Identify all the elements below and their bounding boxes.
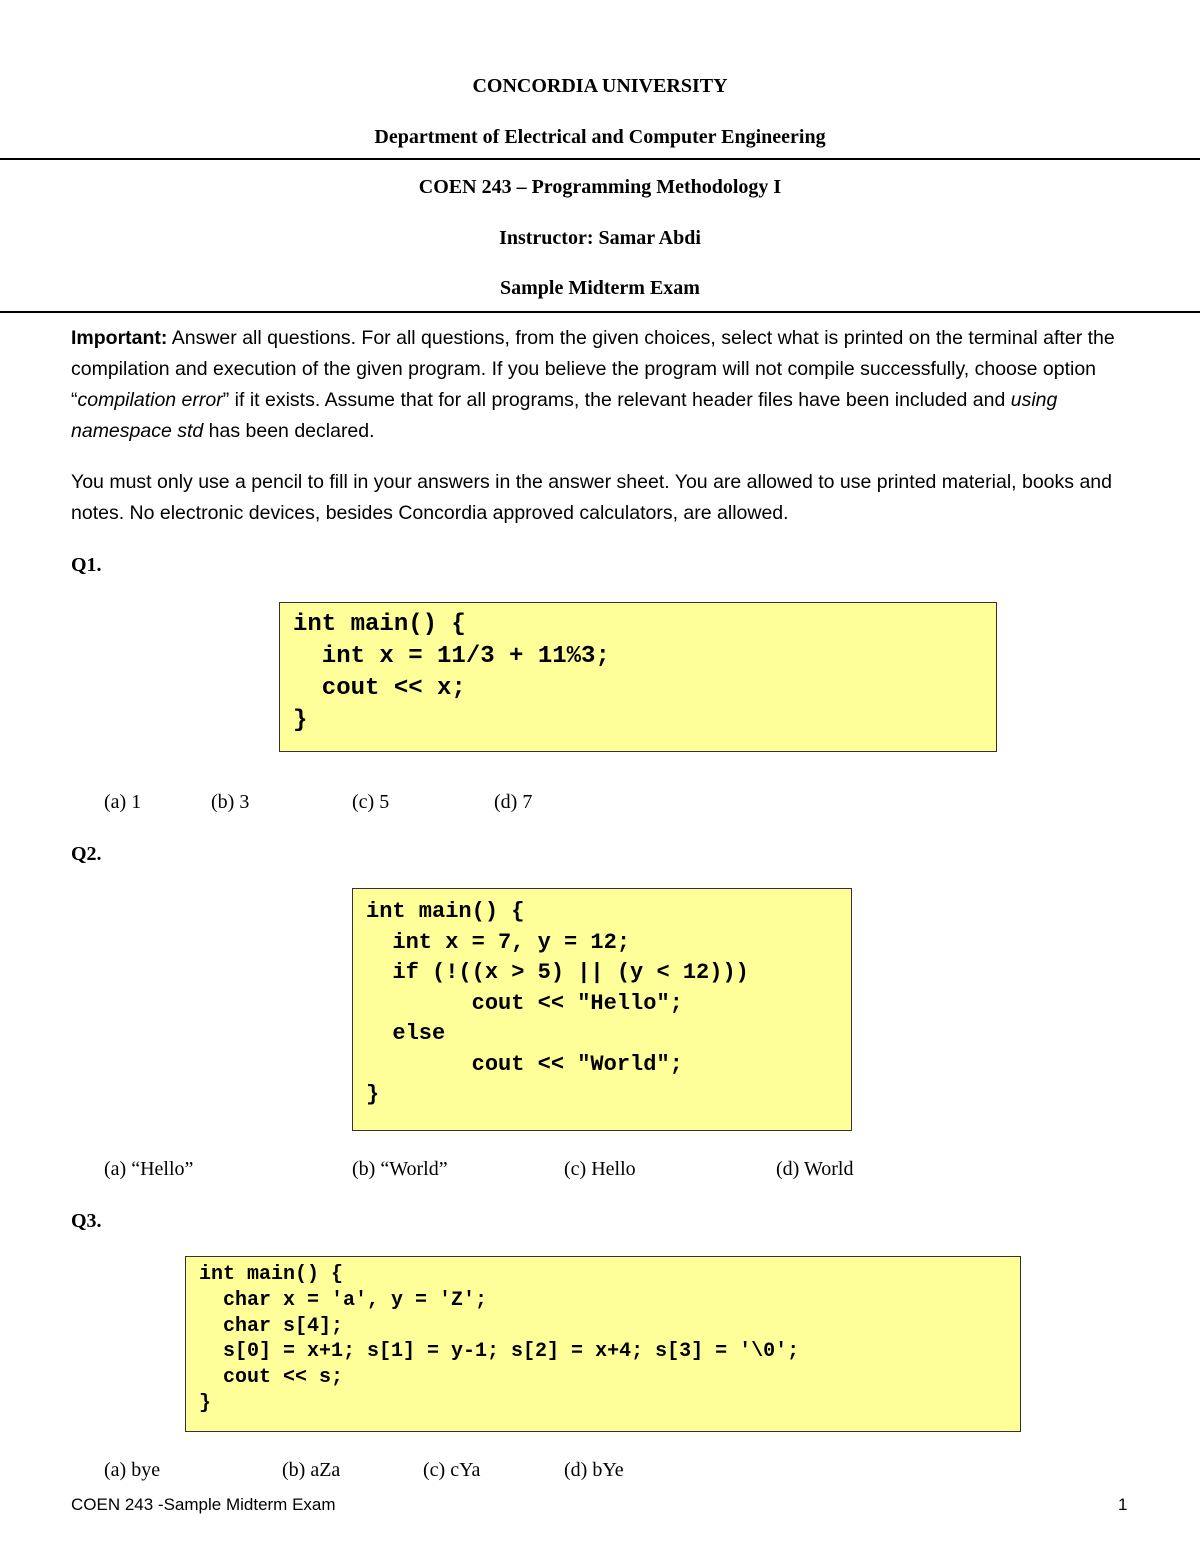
code-block-q2: int main() { int x = 7, y = 12; if (!((x > 5) || (y < 12))) cout << "Hello"; else cout << "World"; } bbox=[352, 888, 852, 1131]
option-c-q2[interactable]: (c) Hello bbox=[564, 1158, 636, 1180]
instructor-name: Instructor: Samar Abdi bbox=[499, 227, 701, 249]
instructions-text-1: Answer all questions. For all questions, from the given choices, select what is printed on the terminal after the compilation and execution of the given program. If you believe the program will not compile successfully, choose option “ bbox=[71, 327, 1115, 411]
instructions-italic-2: using namespace std bbox=[71, 389, 1058, 442]
option-d-q1[interactable]: (d) 7 bbox=[494, 791, 533, 813]
instructions-text-2: ” if it exists. Assume that for all programs, the relevant header files have been included and bbox=[222, 389, 1011, 411]
option-b-q3[interactable]: (b) aZa bbox=[282, 1459, 341, 1481]
option-a-q1[interactable]: (a) 1 bbox=[104, 791, 142, 813]
code-block-q3: int main() { char x = 'a', y = 'Z'; char s[4]; s[0] = x+1; s[1] = y-1; s[2] = x+4; s[3] = '\0'; cout << s; } bbox=[185, 1256, 1021, 1432]
option-b-q1[interactable]: (b) 3 bbox=[211, 791, 250, 813]
instructions-italic-1: compilation error bbox=[77, 389, 223, 411]
header-divider-bottom bbox=[0, 311, 1200, 313]
option-c-q1[interactable]: (c) 5 bbox=[352, 791, 390, 813]
option-c-q3[interactable]: (c) cYa bbox=[423, 1459, 481, 1481]
instructions-text-3: has been declared. bbox=[203, 420, 375, 442]
footer-title: COEN 243 -Sample Midterm Exam bbox=[71, 1495, 336, 1514]
code-block-q1: int main() { int x = 11/3 + 11%3; cout << x; } bbox=[279, 602, 997, 752]
university-name: CONCORDIA UNIVERSITY bbox=[472, 75, 728, 97]
exam-title: Sample Midterm Exam bbox=[500, 277, 700, 299]
question-label-q1: Q1. bbox=[71, 554, 102, 576]
instructions-paragraph bbox=[71, 323, 1131, 447]
department-name: Department of Electrical and Computer Engineering bbox=[374, 126, 826, 148]
option-d-q2[interactable]: (d) World bbox=[776, 1158, 854, 1180]
option-d-q3[interactable]: (d) bYe bbox=[564, 1459, 624, 1481]
important-label: Important: bbox=[71, 327, 168, 349]
materials-paragraph: You must only use a pencil to fill in your answers in the answer sheet. You are allowed to use printed material, books and notes. No electronic devices, besides Concordia approved calculators, are allowed. bbox=[71, 471, 1112, 524]
page-number: 1 bbox=[1118, 1495, 1128, 1514]
option-a-q3[interactable]: (a) bye bbox=[104, 1459, 161, 1481]
option-b-q2[interactable]: (b) “World” bbox=[352, 1158, 448, 1180]
header-divider-top bbox=[0, 158, 1200, 160]
question-label-q3: Q3. bbox=[71, 1210, 102, 1232]
question-label-q2: Q2. bbox=[71, 843, 102, 865]
option-a-q2[interactable]: (a) “Hello” bbox=[104, 1158, 194, 1180]
course-title: COEN 243 – Programming Methodology I bbox=[418, 176, 782, 198]
